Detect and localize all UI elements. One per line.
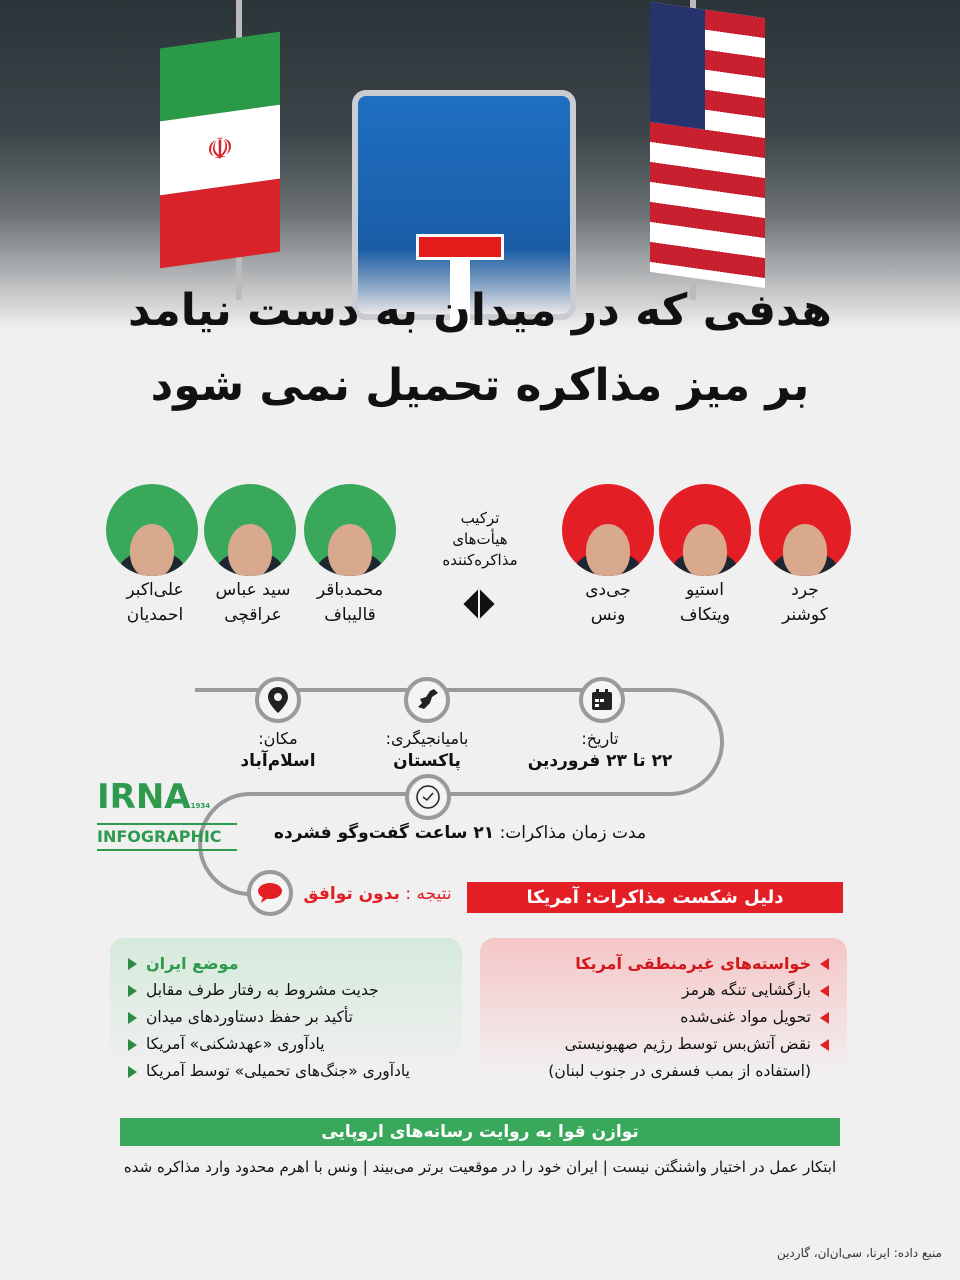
failure-reason-banner: دلیل شکست مذاکرات: آمریکا — [467, 882, 843, 913]
iran-position-box — [110, 938, 462, 1090]
usa-demands-box — [480, 938, 847, 1090]
location-pin-icon — [255, 677, 301, 723]
title-line-1: هدفی که در میدان به دست نیامد — [128, 285, 832, 336]
name-araghchi: سید عباس عراقچی — [215, 580, 291, 625]
result-info: نتیجه : بدون توافق — [303, 884, 452, 904]
pakistan-map-icon — [404, 677, 450, 723]
irna-logo: IRNA1934 INFOGRAPHIC — [97, 780, 237, 851]
balance-banner: توازن قوا به روایت رسانه‌های اروپایی — [120, 1118, 840, 1146]
clock-icon — [405, 774, 451, 820]
list-item: تحویل مواد غنی‌شده — [498, 1004, 829, 1031]
name-witkoff: استیو ویتکاف — [679, 580, 731, 625]
speech-bubble-icon — [247, 870, 293, 916]
list-item: تأکید بر حفظ دستاوردهای میدان — [128, 1004, 444, 1031]
name-ghalibaf: محمدباقر قالیباف — [316, 580, 384, 625]
duration-info: مدت زمان مذاکرات: ۲۱ ساعت گفت‌وگو فشرده — [273, 823, 647, 843]
place-info: مکان: اسلام‌آباد — [240, 729, 316, 771]
iran-flag: ☫ — [160, 32, 280, 269]
iran-position-title: موضع ایران — [128, 950, 444, 977]
name-ahmadian: علی‌اکبر احمدیان — [126, 580, 184, 625]
date-info: تاریخ: ۲۲ تا ۲۳ فروردین — [527, 729, 673, 771]
list-item: نقض آتش‌بس توسط رژیم صهیونیستی — [498, 1031, 829, 1058]
name-kushner: جرد کوشنر — [782, 580, 828, 625]
list-item-note: (استفاده از بمب فسفری در جنوب لبنان) — [548, 1062, 811, 1080]
mediator-info: بامیانجیگری: پاکستان — [385, 729, 469, 771]
name-vance: جی‌دی ونس — [585, 580, 631, 625]
list-item: یادآوری «عهدشکنی» آمریکا — [128, 1031, 444, 1058]
delegations-label: ترکیب هیأت‌های مذاکره‌کننده — [442, 509, 518, 569]
source-note: منبع داده: ایرنا، سی‌ان‌ان، گاردین — [776, 1246, 942, 1260]
usa-demands-title: خواسته‌های غیرمنطقی آمریکا — [498, 950, 829, 977]
balance-summary: ابتکار عمل در اختیار واشنگتن نیست | ایران خود را در موقعیت برتر می‌بیند | ونس با اهرم محدود وارد مذاکره شده — [123, 1158, 837, 1176]
calendar-icon — [579, 677, 625, 723]
title-line-2: بر میز مذاکره تحمیل نمی شود — [150, 360, 810, 411]
list-item: یادآوری «جنگ‌های تحمیلی» توسط آمریکا — [128, 1058, 444, 1085]
list-item: بازگشایی تنگه هرمز — [498, 977, 829, 1004]
list-item: جدیت مشروط به رفتار طرف مقابل — [128, 977, 444, 1004]
